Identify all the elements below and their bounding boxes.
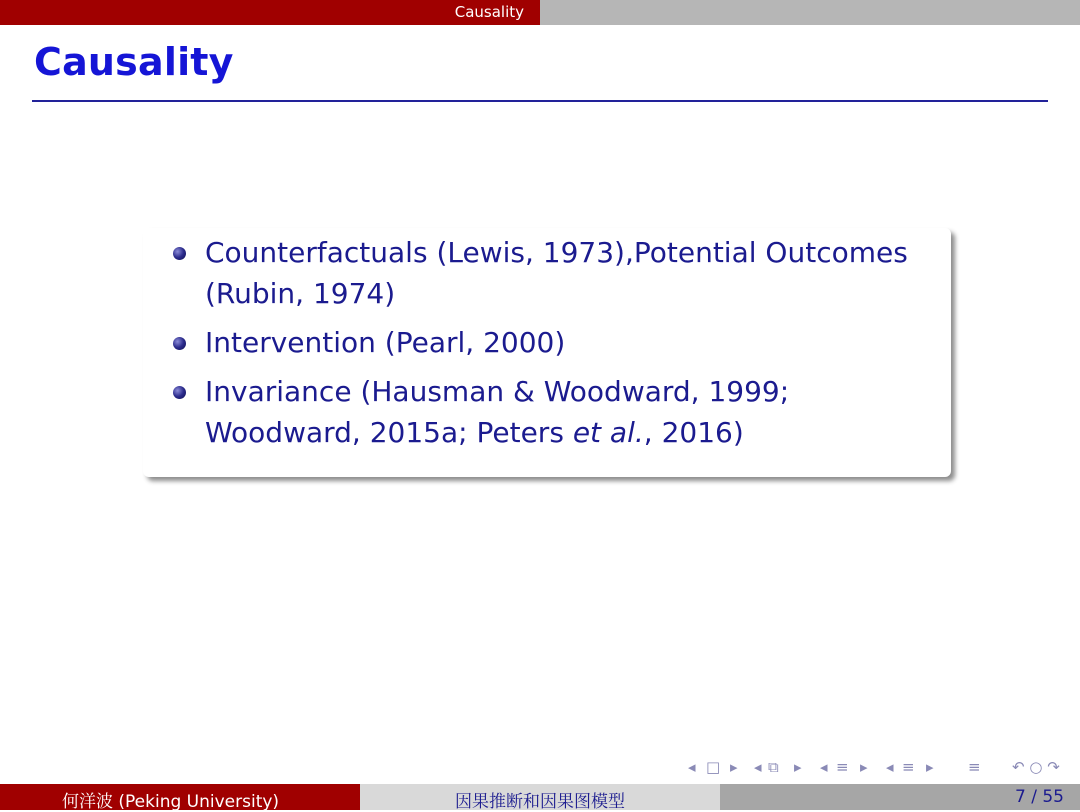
subsubsection-prev-icon[interactable]: ◂	[886, 758, 894, 776]
subsection-next-icon[interactable]: ▸	[794, 758, 802, 776]
bullet-icon	[173, 386, 186, 399]
list-item	[173, 232, 933, 314]
header-right	[540, 0, 1080, 25]
footer-bar	[0, 784, 1080, 810]
footer-author-box	[0, 784, 360, 810]
frame-next-icon[interactable]: ▸	[730, 758, 738, 776]
bullet-icon	[173, 337, 186, 350]
item-text-before: Invariance (Hausman & Woodward, 1999; Woodward, 2015a; Peters	[205, 375, 790, 449]
frame-title: Causality	[34, 40, 234, 84]
title-rule	[32, 100, 1048, 102]
search-nav-icon[interactable]: ↶ ○ ↷	[1012, 758, 1060, 776]
bullet-list	[173, 232, 933, 461]
header-bar	[0, 0, 1080, 25]
footer-page-number: 7 / 55	[1015, 787, 1064, 807]
section-icon[interactable]: ≡	[836, 758, 849, 776]
subsection-prev-icon[interactable]: ◂	[754, 758, 762, 776]
bullet-icon	[173, 247, 186, 260]
footer-title-box	[360, 784, 720, 810]
section-name[interactable]: Causality	[454, 3, 524, 21]
item-text: Intervention (Pearl, 2000)	[205, 326, 566, 359]
subsection-icon[interactable]: ⧉	[768, 758, 779, 776]
frame-icon[interactable]: □	[706, 758, 721, 776]
section-next-icon[interactable]: ▸	[860, 758, 868, 776]
footer-talk-title: 因果推断和因果图模型	[455, 792, 625, 812]
toc-icon[interactable]: ≡	[968, 758, 981, 776]
list-item	[173, 371, 933, 453]
subsubsection-icon[interactable]: ≡	[902, 758, 915, 776]
header-left	[0, 0, 540, 25]
section-prev-icon[interactable]: ◂	[820, 758, 828, 776]
content-block	[143, 228, 951, 477]
item-text: Counterfactuals (Lewis, 1973),Potential Outcomes (Rubin, 1974)	[205, 236, 908, 310]
list-item	[173, 322, 933, 363]
footer-author: 何洋波 (Peking University)	[62, 792, 280, 812]
item-text-italic: et al.	[572, 416, 644, 449]
item-text-after: , 2016)	[643, 416, 744, 449]
subsubsection-next-icon[interactable]: ▸	[926, 758, 934, 776]
footer-page-box	[720, 784, 1080, 810]
frame-prev-icon[interactable]: ◂	[688, 758, 696, 776]
